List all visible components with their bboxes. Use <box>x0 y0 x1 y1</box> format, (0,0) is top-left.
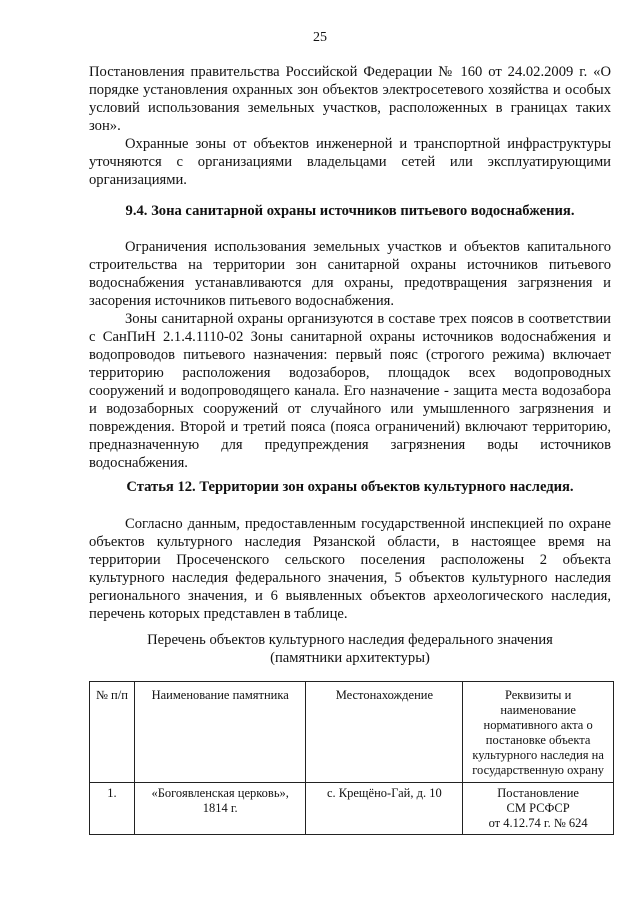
table-header-row <box>90 682 614 783</box>
cell-name <box>134 783 306 835</box>
table-title-line: Перечень объектов культурного наследия федерального значения <box>147 632 553 648</box>
article-paragraph: Согласно данным, предоставленным государственной инспекцией по охране объектов культурного наследия Рязанской области, в настоящее время на территории Просеченского сельского поселения расположены 2 объекта культурного наследия федерального значения, 5 объектов культурного наследия регионального значения, и 6 выявленных объектов археологического наследия, перечень которых представлен в таблице. <box>89 516 611 622</box>
section-9-4-text <box>89 238 611 472</box>
section-paragraph: Ограничения использования земельных участков и объектов капитального строительства на территории зон санитарной охраны источников питьевого водоснабжения устанавливаются для охраны, предотвращения загрязнения и засорения источников питьевого водоснабжения. <box>89 239 611 309</box>
table-subtitle: (памятники архитектуры) <box>270 650 430 666</box>
page-number: 25 <box>313 30 327 45</box>
header-name: Наименование памятника <box>134 682 306 783</box>
cell-location: с. Крещёно-Гай, д. 10 <box>306 783 463 835</box>
cell-requisites <box>463 783 614 835</box>
requisites-line: Постановление <box>497 786 579 800</box>
monument-year: 1814 г. <box>202 801 238 815</box>
header-location: Местонахождение <box>306 682 463 783</box>
header-number: № п/п <box>90 682 135 783</box>
cell-number: 1. <box>90 783 135 835</box>
intro-paragraph: Постановления правительства Российской Федерации № 160 от 24.02.2009 г. «О порядке установления охранных зон объектов электросетевого хозяйства и особых условий использования земельных участков, расположенных в границах таких зон». <box>89 64 611 134</box>
header-requisites: Реквизиты и наименование нормативного акта о постановке объекта культурного наследия на государственную охрану <box>463 682 614 783</box>
article-12-text <box>89 515 611 623</box>
table-row <box>90 783 614 835</box>
article-12-heading: Статья 12. Территории зон охраны объектов культурного наследия. <box>126 479 574 495</box>
intro-paragraph: Охранные зоны от объектов инженерной и транспортной инфраструктуры уточняются с организациями владельцами сетей или эксплуатирующими организациями. <box>89 136 611 188</box>
requisites-line: от 4.12.74 г. № 624 <box>488 816 588 830</box>
section-paragraph: Зоны санитарной охраны организуются в составе трех поясов в соответствии с СанПиН 2.1.4.1110-02 Зоны санитарной охраны источников водоснабжения и водопроводов питьевого назначения: первый пояс (строгого режима) включает территорию расположения водозаборов, площадок всех водопроводных сооружений и водопроводящего канала. Его назначение - защита места водозабора и водозаборных сооружений от случайного или умышленного загрязнения и повреждения. Второй и третий пояса (пояса ограничений) включают территорию, предназначенную для предупреждения загрязнения воды источников водоснабжения. <box>89 311 611 471</box>
section-heading-9-4: 9.4. Зона санитарной охраны источников питьевого водоснабжения. <box>125 203 575 219</box>
requisites-line: СМ РСФСР <box>506 801 570 815</box>
table-title <box>89 631 611 667</box>
monument-name: «Богоявленская церковь», <box>151 786 289 800</box>
heritage-table <box>89 681 614 835</box>
intro-text <box>89 63 611 189</box>
